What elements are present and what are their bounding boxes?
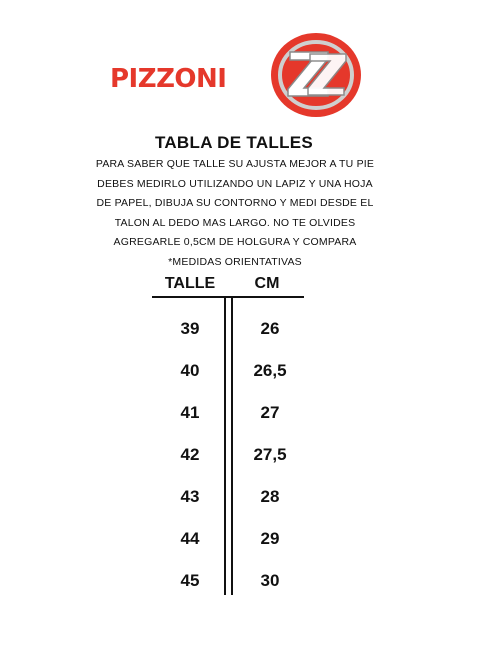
column-divider xyxy=(231,298,233,595)
cell-talle: 45 xyxy=(180,571,200,590)
cell-talle: 39 xyxy=(180,319,200,338)
cell-cm: 26 xyxy=(260,319,280,338)
instructions-line: PARA SABER QUE TALLE SU AJUSTA MEJOR A TU PIE xyxy=(95,158,375,170)
instructions-line: TALON AL DEDO MAS LARGO. NO TE OLVIDES xyxy=(114,216,356,229)
svg-text:PIZZONI: PIZZONI xyxy=(110,64,227,94)
cell-cm: 29 xyxy=(260,529,280,548)
cell-cm: 28 xyxy=(260,487,280,506)
cell-talle: 41 xyxy=(180,403,200,422)
cell-cm: 26,5 xyxy=(253,361,287,380)
instructions-line: DE PAPEL, DIBUJA SU CONTORNO Y MEDI DESDE EL xyxy=(96,197,374,209)
cell-cm: 27,5 xyxy=(253,445,287,464)
cell-talle: 40 xyxy=(180,361,200,380)
column-divider xyxy=(224,298,226,595)
instructions-footnote: *MEDIDAS ORIENTATIVAS xyxy=(168,255,302,268)
brand-wordmark-logo xyxy=(110,58,240,98)
brand-emblem-logo xyxy=(270,32,362,118)
instructions-text xyxy=(85,155,385,272)
column-header-talle: TALLE xyxy=(164,275,216,292)
cell-talle: 42 xyxy=(180,445,200,464)
page-title: TABLA DE TALLES xyxy=(154,133,314,152)
header-divider xyxy=(152,296,304,298)
instructions-line: DEBES MEDIRLO UTILIZANDO UN LAPIZ Y UNA HOJA xyxy=(97,177,373,190)
instructions-line: AGREGARLE 0,5CM DE HOLGURA Y COMPARA xyxy=(113,236,357,248)
cell-cm: 30 xyxy=(260,571,280,590)
column-header-cm: CM xyxy=(254,275,280,292)
cell-talle: 43 xyxy=(180,487,200,506)
cell-talle: 44 xyxy=(180,529,200,548)
cell-cm: 27 xyxy=(260,403,280,422)
